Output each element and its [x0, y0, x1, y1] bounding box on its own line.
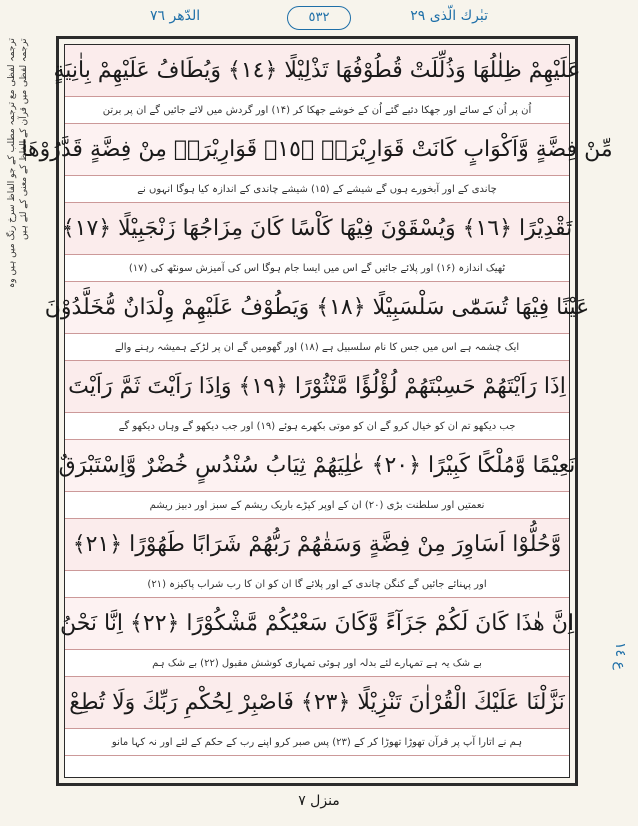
- translation-line: نعمتیں اور سلطنت بڑی (۲۰) ان کے اوپر کپڑے باریک ریشم کے سبز اور دبیز ریشم: [65, 492, 569, 519]
- translation-line: بے شک یہ ہے تمہارے لئے بدلہ اور ہوئی تمہاری کوشش مقبول (۲۲) بے شک ہم: [65, 650, 569, 677]
- translation-line: چاندی کے اور آبخورے ہوں گے شیشے کے (۱۵) شیشے چاندی کے اندازہ کیا ہوگا انہوں نے: [65, 176, 569, 203]
- verse-line: تَقْدِيْرًا ﴿١٦﴾ وَيُسْقَوْنَ فِيْهَا كَاْسًا كَانَ مِزَاجُهَا زَنْجَبِيْلًا ﴿١٧﴾: [65, 203, 569, 255]
- verse-line: عَلَيْهِمْ ظِلٰلُهَا وَذُلِّلَتْ قُطُوْفُهَا تَذْلِيْلًا ﴿١٤﴾ وَيُطَافُ عَلَيْهِمْ بِاٰنِيَةٍ: [65, 45, 569, 97]
- translation-line: ٹھیک اندازہ (۱۶) اور پلائے جائیں گے اس میں ایسا جام ہوگا اس کی آمیزش سونٹھ کی (۱۷): [65, 255, 569, 282]
- verse-line: نَزَّلْنَا عَلَيْكَ الْقُرْاٰنَ تَنْزِيْلًا ﴿٢٣﴾ فَاصْبِرْ لِحُكْمِ رَبِّكَ وَلَا تُطِعْ: [65, 677, 569, 729]
- translation-line: جب دیکھو تم ان کو خیال کرو گے ان کو موتی بکھرے ہوئے (۱۹) اور جب دیکھو گے وہاں دیکھو گے: [65, 413, 569, 440]
- translation-line: ہم نے اتارا آپ پر قرآن تھوڑا تھوڑا کر کے (۲۳) پس صبر کرو اپنے رب کے حکم کے لئے اور نہ کہا مانو: [65, 729, 569, 756]
- surah-name: الدّهر ٧٦: [150, 8, 201, 24]
- text-panel: [21, 44, 613, 778]
- verse-line: نَعِيْمًا وَّمُلْكًا كَبِيْرًا ﴿٢٠﴾ عٰلِيَهُمْ ثِيَابُ سُنْدُسٍ خُضْرٌ وَّاِسْتَبْرَقٌ: [65, 440, 569, 492]
- page-header: [0, 0, 638, 40]
- page-frame: [21, 36, 613, 786]
- verse-line: وَّحُلُّوْا اَسَاوِرَ مِنْ فِضَّةٍ وَسَقٰهُمْ رَبُّهُمْ شَرَابًا طَهُوْرًا ﴿٢١﴾: [65, 519, 569, 571]
- verse-line: اِنَّ هٰذَا كَانَ لَكُمْ جَزَآءً وَّكَانَ سَعْيُكُمْ مَّشْكُوْرًا ﴿٢٢﴾ اِنَّا نَحْنُ: [65, 598, 569, 650]
- manzil-label: منزل ٧: [298, 793, 340, 809]
- verse-lines: [21, 45, 613, 777]
- translation-line: اُن پر اُن کے سائے اور جھکا دئیے گئے اُن کے خوشے جھکا کر (۱۴) اور گردش میں لائے جائیں گے ان پر برتن: [65, 97, 569, 124]
- verse-line: عَيْنًا فِيْهَا تُسَمّٰى سَلْسَبِيْلًا ﴿١٨﴾ وَيَطُوْفُ عَلَيْهِمْ وِلْدَانٌ مُّخَلَّدُوْنَ: [65, 282, 569, 334]
- translation-line: اور پہنائے جائیں گے کنگن چاندی کے اور پلائے گا ان کو ان کا رب شراب پاکیزہ (۲۱): [65, 571, 569, 598]
- verse-line: اِذَا رَاَيْتَهُمْ حَسِبْتَهُمْ لُؤْلُؤًا مَّنْثُوْرًا ﴿١٩﴾ وَاِذَا رَاَيْتَ ثَمَّ رَاَيْتَ: [65, 361, 569, 413]
- juz-name: تبٰرك الّذى ٢٩: [410, 8, 488, 24]
- page-number: ٥٣٢: [287, 6, 351, 30]
- ruku-marker: ع ١٤: [612, 642, 628, 670]
- side-note: ترجمہ لفظی مع ترجمہ مطلب کے جو الفاظ سرخ رنگ میں ہیں وہ ترجمہ لفظی میں قرآن کے الفاظ کے معنی کے لئے ہیں: [7, 38, 29, 288]
- page-footer: [0, 790, 638, 820]
- translation-line: ایک چشمہ ہے اس میں جس کا نام سلسبیل ہے (۱۸) اور گھومیں گے ان پر لڑکے ہمیشہ رہنے والے: [65, 334, 569, 361]
- verse-line: مِّنْ فِضَّةٍ وَّاَكْوَابٍ كَانَتْ قَوَارِيْرَا۠ ﴿١٥﴾ قَوَارِيْرَا۟ مِنْ فِضَّةٍ قَدَّرُوْهَا: [65, 124, 569, 176]
